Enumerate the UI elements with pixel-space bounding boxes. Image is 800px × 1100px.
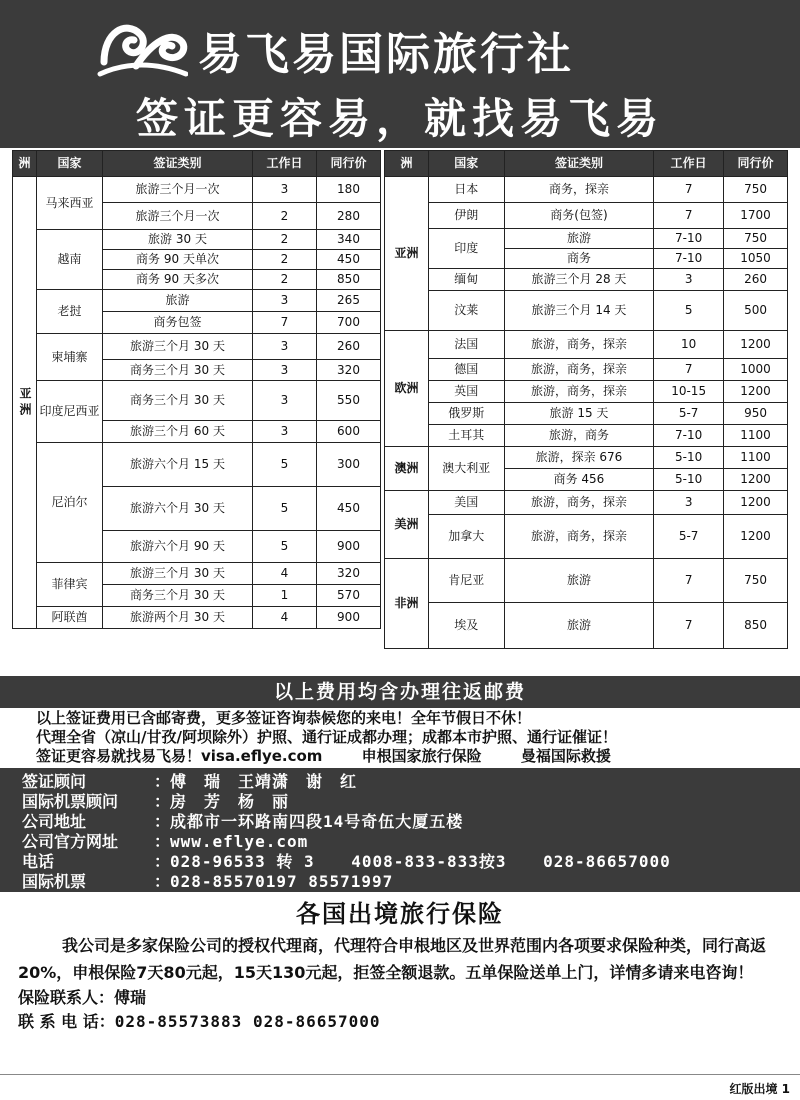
price-cell: 450 [317, 250, 381, 270]
phone-number[interactable]: 028-96533 转 3 [170, 852, 315, 871]
price-cell: 1050 [724, 249, 788, 269]
insurance-phone [0, 1010, 800, 1034]
fee-banner: 以上费用均含办理往返邮费 [0, 676, 800, 708]
visa-type-cell: 旅游 15 天 [504, 403, 654, 425]
visa-type-cell: 旅游三个月 30 天 [103, 563, 253, 585]
country-cell: 日本 [428, 177, 504, 203]
visa-type-cell: 商务包签 [103, 312, 253, 334]
price-cell: 570 [317, 585, 381, 607]
table-row [13, 334, 381, 360]
country-cell: 德国 [428, 359, 504, 381]
continent-cell: 非洲 [385, 559, 429, 649]
column-header: 签证类别 [103, 151, 253, 177]
column-header: 工作日 [654, 151, 724, 177]
contact-value: 傅 瑞 王靖潇 谢 红 [170, 772, 358, 791]
table-header-row [385, 151, 788, 177]
workdays-cell: 5 [253, 487, 317, 531]
visa-type-cell: 旅游两个月 30 天 [103, 607, 253, 629]
contact-label: 签证顾问 [22, 772, 87, 791]
workdays-cell: 5 [253, 443, 317, 487]
price-cell: 1200 [724, 381, 788, 403]
visa-type-cell: 旅游，商务，探亲 [504, 359, 654, 381]
country-cell: 澳大利亚 [428, 447, 504, 491]
phone-number[interactable]: 028-86657000 [543, 852, 671, 871]
insurance-phone-label: 联 系 电 话： [18, 1012, 115, 1031]
phone-number[interactable]: 028-85570197 85571997 [170, 872, 394, 891]
price-cell: 1700 [724, 203, 788, 229]
country-cell: 菲律宾 [37, 563, 103, 607]
workdays-cell: 7 [654, 177, 724, 203]
visa-table-left [12, 150, 381, 629]
price-cell: 950 [724, 403, 788, 425]
workdays-cell: 1 [253, 585, 317, 607]
visa-type-cell: 商务 456 [504, 469, 654, 491]
price-cell: 320 [317, 360, 381, 381]
price-cell: 280 [317, 203, 381, 230]
table-row [13, 381, 381, 421]
price-cell: 450 [317, 487, 381, 531]
table-header-row [13, 151, 381, 177]
visa-type-cell: 旅游六个月 90 天 [103, 531, 253, 563]
page-footer [0, 1074, 800, 1100]
workdays-cell: 5 [253, 531, 317, 563]
price-cell: 900 [317, 607, 381, 629]
country-cell: 阿联酋 [37, 607, 103, 629]
column-header: 洲 [13, 151, 37, 177]
contact-label: 国际机票 [22, 872, 87, 891]
visa-type-cell: 旅游 [504, 559, 654, 603]
workdays-cell: 2 [253, 250, 317, 270]
table-row [13, 443, 381, 487]
workdays-cell: 5-10 [654, 469, 724, 491]
visa-type-cell: 旅游 [504, 229, 654, 249]
visa-table-right [384, 150, 788, 649]
workdays-cell: 4 [253, 563, 317, 585]
contact-row-phone: 电话 ： 028-96533 转 3 4008-833-833按3 028-86657000 [22, 852, 671, 871]
contact-label: 国际机票顾问 [22, 792, 119, 811]
contact-value: 成都市一环路南四段14号奇伍大厦五楼 [170, 812, 464, 831]
price-cell: 850 [317, 270, 381, 290]
price-cell: 1100 [724, 447, 788, 469]
visa-type-cell: 旅游，商务，探亲 [504, 515, 654, 559]
contact-row-visa: 签证顾问 ： 傅 瑞 王靖潇 谢 红 [22, 772, 358, 791]
country-cell: 法国 [428, 331, 504, 359]
price-cell: 900 [317, 531, 381, 563]
visa-type-cell: 旅游六个月 15 天 [103, 443, 253, 487]
price-cell: 1200 [724, 515, 788, 559]
table-row [385, 559, 788, 603]
table-row [385, 229, 788, 249]
column-header: 同行价 [317, 151, 381, 177]
workdays-cell: 10 [654, 331, 724, 359]
workdays-cell: 7 [654, 203, 724, 229]
workdays-cell: 7 [654, 559, 724, 603]
table-row [13, 607, 381, 629]
price-cell: 180 [317, 177, 381, 203]
note-line: 以上签证费用已含邮寄费，更多签证咨询恭候您的来电！全年节假日不休！ [36, 709, 532, 727]
page-label: 红版出境 1 [729, 1082, 790, 1096]
price-cell: 600 [317, 421, 381, 443]
continent-cell: 亚洲 [385, 177, 429, 331]
visa-type-cell: 旅游，探亲 676 [504, 447, 654, 469]
contact-row-address: 公司地址 ： 成都市一环路南四段14号奇伍大厦五楼 [22, 812, 464, 831]
note-rescue: 曼福国际救援 [520, 747, 611, 765]
price-cell: 1200 [724, 469, 788, 491]
notes [36, 709, 786, 766]
country-cell: 柬埔寨 [37, 334, 103, 381]
table-row [385, 491, 788, 515]
table-row [385, 403, 788, 425]
visa-type-cell: 旅游三个月 60 天 [103, 421, 253, 443]
workdays-cell: 3 [253, 360, 317, 381]
insurance-body: 我公司是多家保险公司的授权代理商，代理符合申根地区及世界范围内各项要求保险种类，同行高返20%，申根保险7天80元起，15天130元起，拒签全额退款。五单保险送单上门，详情多请来电咨询！ [18, 936, 767, 982]
visa-type-cell: 旅游 [103, 290, 253, 312]
table-row [385, 203, 788, 229]
column-header: 洲 [385, 151, 429, 177]
table-row [13, 177, 381, 203]
workdays-cell: 3 [253, 177, 317, 203]
workdays-cell: 3 [253, 290, 317, 312]
country-cell: 美国 [428, 491, 504, 515]
table-row [385, 381, 788, 403]
contact-row-intl-ticket: 国际机票 ： 028-85570197 85571997 [22, 872, 394, 891]
visa-type-cell: 商务(包签) [504, 203, 654, 229]
country-cell: 汶莱 [428, 291, 504, 331]
visa-type-cell: 旅游三个月一次 [103, 177, 253, 203]
continent-cell: 美洲 [385, 491, 429, 559]
country-cell: 老挝 [37, 290, 103, 334]
workdays-cell: 5-10 [654, 447, 724, 469]
workdays-cell: 2 [253, 230, 317, 250]
visa-type-cell: 旅游三个月一次 [103, 203, 253, 230]
contact-label: 公司地址 [22, 812, 87, 831]
workdays-cell: 7 [253, 312, 317, 334]
visa-type-cell: 旅游，商务，探亲 [504, 381, 654, 403]
country-cell: 马来西亚 [37, 177, 103, 230]
visa-type-cell: 旅游，商务，探亲 [504, 491, 654, 515]
continent-cell: 欧洲 [385, 331, 429, 447]
continent-cell: 亚洲 [13, 177, 37, 629]
visa-type-cell: 旅游，商务，探亲 [504, 331, 654, 359]
table-row [13, 290, 381, 312]
insurance-title: 各国出境旅行保险 [296, 900, 504, 928]
workdays-cell: 7-10 [654, 425, 724, 447]
price-cell: 340 [317, 230, 381, 250]
phone-number[interactable]: 4008-833-833按3 [351, 852, 507, 871]
table-row [385, 359, 788, 381]
country-cell: 印度尼西亚 [37, 381, 103, 443]
workdays-cell: 3 [253, 381, 317, 421]
table-row [385, 269, 788, 291]
column-header: 国家 [428, 151, 504, 177]
header-banner [0, 0, 800, 148]
workdays-cell: 10-15 [654, 381, 724, 403]
workdays-cell: 7-10 [654, 249, 724, 269]
workdays-cell: 3 [654, 269, 724, 291]
price-cell: 750 [724, 177, 788, 203]
visa-type-cell: 旅游三个月 28 天 [504, 269, 654, 291]
table-row [385, 425, 788, 447]
note-line [36, 747, 786, 766]
column-header: 国家 [37, 151, 103, 177]
visa-type-cell: 商务三个月 30 天 [103, 360, 253, 381]
visa-type-cell: 旅游 30 天 [103, 230, 253, 250]
contact-value: 房 芳 杨 丽 [170, 792, 290, 811]
price-cell: 700 [317, 312, 381, 334]
price-cell: 550 [317, 381, 381, 421]
company-logo-icon [96, 12, 188, 82]
price-cell: 320 [317, 563, 381, 585]
price-cell: 265 [317, 290, 381, 312]
note-visa-link[interactable]: 签证更容易就找易飞易！visa.eflye.com [36, 747, 323, 765]
table-row [385, 177, 788, 203]
country-cell: 英国 [428, 381, 504, 403]
insurance-contact-label: 保险联系人： [18, 988, 115, 1007]
country-cell: 缅甸 [428, 269, 504, 291]
company-name: 易飞易国际旅行社 [198, 29, 574, 80]
contact-panel [0, 768, 800, 892]
visa-type-cell: 商务 90 天单次 [103, 250, 253, 270]
table-row [385, 447, 788, 469]
price-cell: 1200 [724, 491, 788, 515]
insurance-contact-value: 傅瑞 [114, 988, 147, 1007]
workdays-cell: 7-10 [654, 229, 724, 249]
insurance-contact [0, 986, 800, 1010]
slogan: 签证更容易，就找易飞易 [135, 94, 664, 143]
visa-type-cell: 商务三个月 30 天 [103, 381, 253, 421]
website-link[interactable]: www.eflye.com [170, 832, 309, 851]
table-row [13, 230, 381, 250]
workdays-cell: 7 [654, 603, 724, 649]
workdays-cell: 3 [253, 334, 317, 360]
visa-type-cell: 旅游六个月 30 天 [103, 487, 253, 531]
visa-type-cell: 商务，探亲 [504, 177, 654, 203]
visa-type-cell: 旅游，商务 [504, 425, 654, 447]
workdays-cell: 2 [253, 203, 317, 230]
country-cell: 土耳其 [428, 425, 504, 447]
country-cell: 加拿大 [428, 515, 504, 559]
visa-type-cell: 旅游三个月 14 天 [504, 291, 654, 331]
column-header: 工作日 [253, 151, 317, 177]
column-header: 同行价 [724, 151, 788, 177]
price-cell: 1200 [724, 331, 788, 359]
contact-row-ticket: 国际机票顾问 ： 房 芳 杨 丽 [22, 792, 290, 811]
phone-number[interactable]: 028-85573883 028-86657000 [114, 1012, 381, 1031]
country-cell: 肯尼亚 [428, 559, 504, 603]
price-cell: 1100 [724, 425, 788, 447]
visa-price-table [12, 150, 788, 670]
country-cell: 越南 [37, 230, 103, 290]
workdays-cell: 4 [253, 607, 317, 629]
country-cell: 埃及 [428, 603, 504, 649]
country-cell: 俄罗斯 [428, 403, 504, 425]
table-row [385, 331, 788, 359]
price-cell: 260 [724, 269, 788, 291]
workdays-cell: 2 [253, 270, 317, 290]
continent-cell: 澳洲 [385, 447, 429, 491]
visa-type-cell: 商务 [504, 249, 654, 269]
workdays-cell: 5-7 [654, 515, 724, 559]
note-schengen-insurance: 申根国家旅行保险 [361, 747, 482, 765]
workdays-cell: 3 [253, 421, 317, 443]
visa-type-cell: 旅游三个月 30 天 [103, 334, 253, 360]
price-cell: 500 [724, 291, 788, 331]
price-cell: 750 [724, 229, 788, 249]
insurance-section [0, 896, 800, 1072]
price-cell: 1000 [724, 359, 788, 381]
column-header: 签证类别 [504, 151, 654, 177]
contact-label: 公司官方网址 [22, 832, 119, 851]
workdays-cell: 3 [654, 491, 724, 515]
table-row [385, 515, 788, 559]
price-cell: 750 [724, 559, 788, 603]
contact-row-web: 公司官方网址 ： www.eflye.com [22, 832, 309, 851]
country-cell: 尼泊尔 [37, 443, 103, 563]
note-line: 代理全省（凉山/甘孜/阿坝除外）护照、通行证成都办理；成都本市护照、通行证催证！ [36, 728, 617, 746]
price-cell: 300 [317, 443, 381, 487]
visa-type-cell: 商务三个月 30 天 [103, 585, 253, 607]
price-cell: 850 [724, 603, 788, 649]
country-cell: 印度 [428, 229, 504, 269]
visa-type-cell: 商务 90 天多次 [103, 270, 253, 290]
country-cell: 伊朗 [428, 203, 504, 229]
workdays-cell: 5-7 [654, 403, 724, 425]
workdays-cell: 7 [654, 359, 724, 381]
price-cell: 260 [317, 334, 381, 360]
table-row [13, 563, 381, 585]
visa-type-cell: 旅游 [504, 603, 654, 649]
workdays-cell: 5 [654, 291, 724, 331]
table-row [385, 603, 788, 649]
table-row [385, 291, 788, 331]
contact-label: 电话 [22, 852, 55, 871]
